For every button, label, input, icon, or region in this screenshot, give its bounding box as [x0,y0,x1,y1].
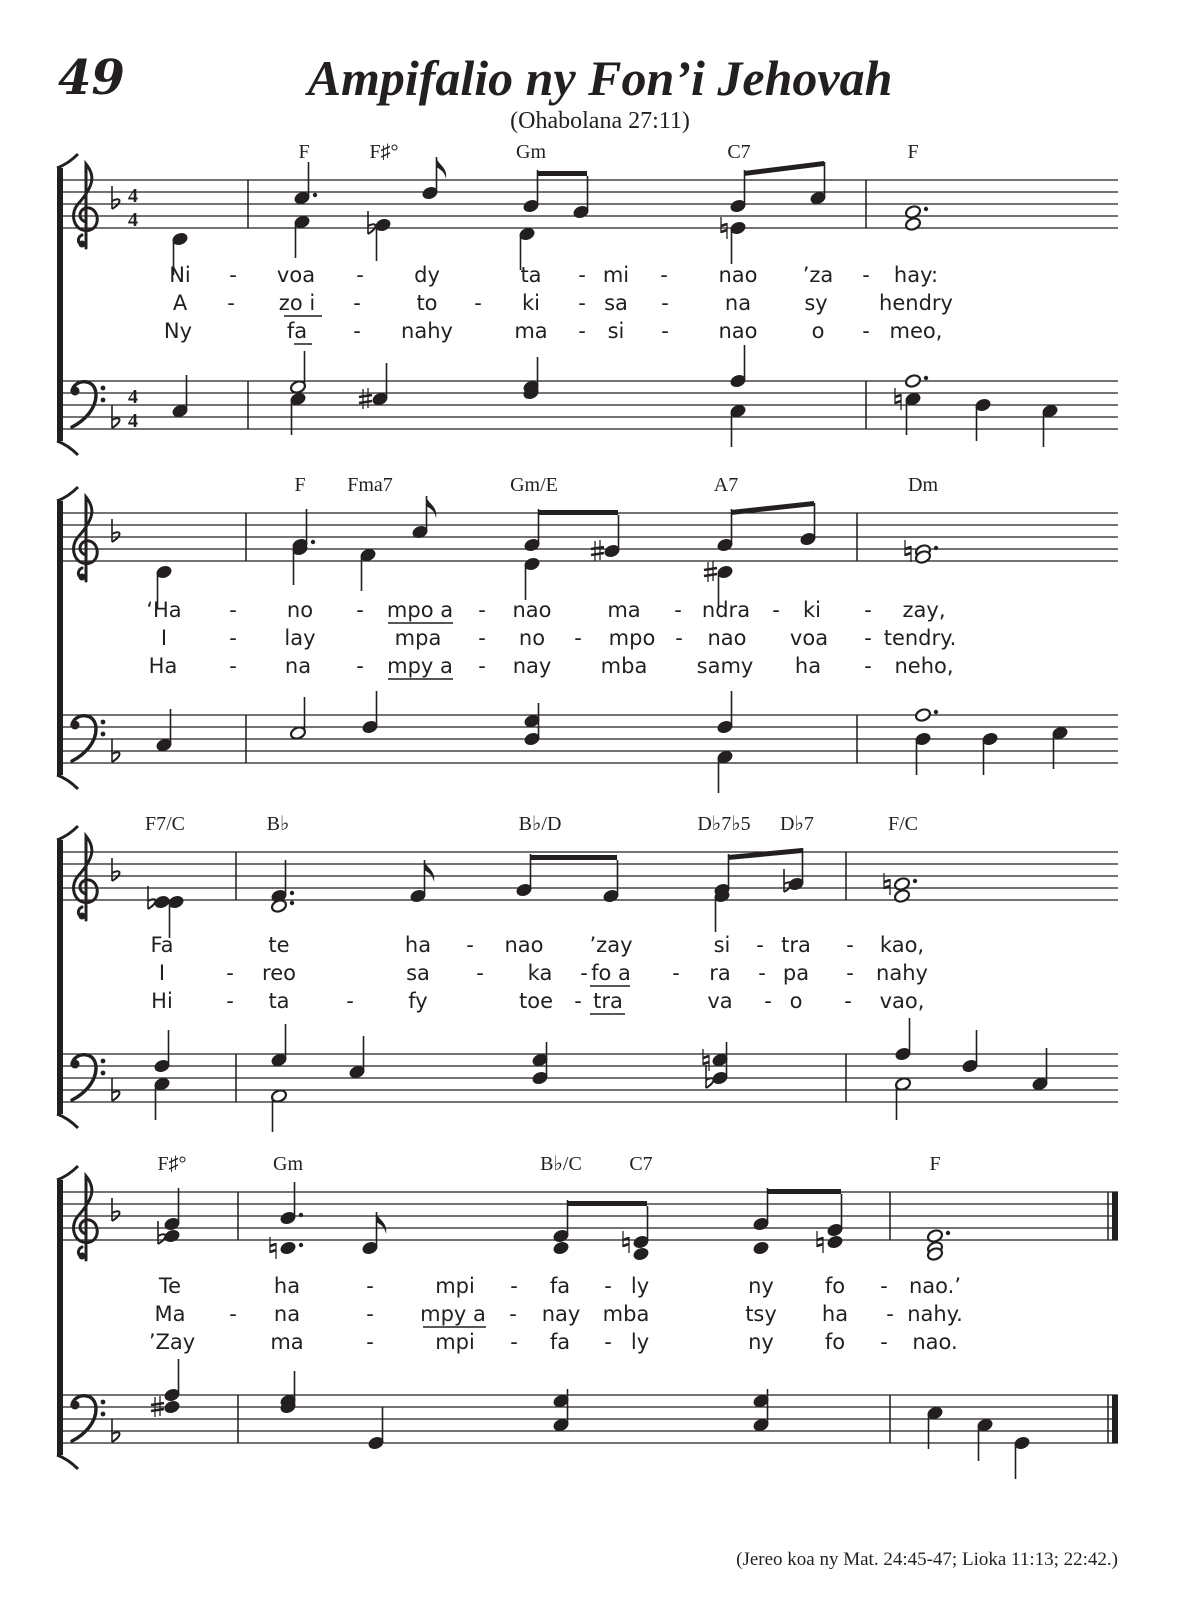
augmentation-dot [290,901,294,905]
lyric-syllable: nao [504,933,544,957]
note-head [981,731,998,775]
lyric-hyphen: - [862,263,870,287]
lyric-syllable: te [268,933,290,957]
lyric-hyphen: - [580,961,588,985]
lyric-syllable: mpo [608,626,656,650]
lyric-syllable: mpi [435,1274,475,1298]
lyric-hyphen: - [862,319,870,343]
lyric-hyphen: - [758,961,766,985]
lyric-syllable: fo [824,1274,846,1298]
lyric-syllable: tra [593,989,623,1013]
lyric-syllable: ha [273,1274,301,1298]
note-head [904,216,921,231]
note-head [552,1240,569,1255]
treble-staff [60,180,1118,228]
lyric-syllable: ha [821,1302,849,1326]
note-head [1013,1435,1030,1479]
chord-symbol: B♭/D [518,813,562,835]
lyric-syllable: hay: [893,263,939,287]
lyric-syllable: nay [512,654,552,678]
lyric-hyphen: - [366,1302,374,1326]
lyric-syllable: ma [514,319,548,343]
note-head [522,357,539,401]
lyric-hyphen: - [466,933,474,957]
lyric-syllable: ’zay [589,933,633,957]
sharp-sign-icon [704,561,717,582]
lyric-syllable: nay [541,1302,581,1326]
note-head [361,691,378,735]
chord-symbol: B♭ [266,813,290,835]
lyric-syllable: Ni [169,263,191,287]
lyric-syllable: dy [414,263,440,287]
lyric-syllable: ki [803,598,821,622]
key-flat-icon [112,519,120,542]
lyric-hyphen: - [674,598,682,622]
chord-symbol: Gm [273,1153,303,1175]
lyric-syllable: hendry [879,291,953,315]
note-head [809,162,826,206]
note-head [787,848,804,892]
lyric-syllable: ly [630,1274,650,1298]
lyric-syllable: ny [748,1330,774,1354]
lyric-syllable: I [160,626,168,650]
natural-sign-icon [817,1231,823,1253]
lyric-hyphen: - [478,598,486,622]
chord-symbol: A7 [713,474,739,496]
augmentation-dot [924,207,928,211]
lyric-syllable: lay [284,626,316,650]
lyric-hyphen: - [366,1330,374,1354]
lyric-syllable: pa [782,961,810,985]
lyric-syllable: Te [158,1274,182,1298]
note-head [359,547,376,591]
lyric-hyphen: - [574,989,582,1013]
bass-staff [60,715,1118,763]
chord-symbol: F7/C [144,813,186,835]
lyric-syllable: o [811,319,825,343]
lyric-syllable: na [284,654,312,678]
note-head [893,888,910,903]
lyric-syllable: Ha [148,654,178,678]
song-reference: (Ohabolana 27:11) [510,108,690,134]
augmentation-dot [924,376,928,380]
note-head [729,345,746,389]
note-head [926,1228,950,1243]
note-head [523,556,540,600]
lyric-hyphen: - [356,263,364,287]
lyric-syllable: na [724,291,752,315]
lyric-hyphen: - [864,598,872,622]
lyric-syllable: ka [527,961,553,985]
time-signature-top: 4 [128,386,138,408]
note-head [167,894,184,938]
chord-symbol: F/C [887,813,919,835]
note-head [752,1188,769,1232]
eighth-flag [424,860,434,882]
lyric-hyphen: - [578,263,586,287]
lyric-hyphen: - [510,1330,518,1354]
augmentation-dot [934,546,938,550]
lyric-hyphen: - [844,989,852,1013]
final-barline-thick [1112,1192,1118,1240]
lyric-hyphen: - [880,1274,888,1298]
time-signature-top: 4 [128,185,138,207]
note-head [961,1030,978,1074]
lyric-hyphen: - [226,961,234,985]
bass-staff [60,1054,1118,1102]
lyric-syllable: na [273,1302,301,1326]
natural-sign-icon [895,388,901,410]
note-head [716,691,733,735]
note-head [552,1200,569,1244]
note-head [632,1246,649,1261]
chord-symbol: Gm [516,141,546,163]
lyric-syllable: neho, [894,654,954,678]
lyric-syllable: ha [404,933,432,957]
lyric-hyphen: - [661,291,669,315]
key-flat-icon [112,858,120,881]
lyric-syllable: I [158,961,166,985]
lyric-syllable: ki [522,291,540,315]
lyric-hyphen: - [227,291,235,315]
note-head [293,214,310,258]
note-head [270,860,294,904]
lyric-syllable: samy [696,654,754,678]
lyric-syllable: kao, [879,933,925,957]
augmentation-dot [913,879,917,883]
lyric-syllable: si [607,319,625,343]
lyric-hyphen: - [229,1302,237,1326]
lyric-syllable: no [518,626,546,650]
note-head [163,1399,180,1414]
lyric-syllable: ta [520,263,542,287]
note-beam [744,161,824,176]
lyric-syllable: mpa [394,626,442,650]
lyric-hyphen: - [661,319,669,343]
note-head [974,397,991,441]
lyric-hyphen: - [756,933,764,957]
lyric-syllable: nao [718,319,758,343]
eighth-flag [376,1212,386,1234]
note-head [904,204,928,219]
lyric-syllable: ’za [802,263,834,287]
lyric-hyphen: - [660,263,668,287]
lyric-hyphen: - [864,654,872,678]
note-head [289,351,306,395]
chord-symbol: Gm/E [510,474,558,496]
lyric-syllable: ha [794,654,822,678]
treble-staff [60,1192,1118,1240]
note-beam [567,1201,647,1206]
lyric-hyphen: - [675,626,683,650]
lyric-syllable: voa [276,263,316,287]
lyric-syllable: fa [549,1274,571,1298]
lyric-syllable: nao. [912,1330,958,1354]
note-head [374,217,391,261]
note-head [348,1036,365,1080]
final-barline-thick [1112,1395,1118,1443]
lyric-hyphen: - [229,598,237,622]
note-head [163,1188,180,1232]
lyric-syllable: sa [406,961,430,985]
note-head [729,220,746,264]
augmentation-dot [313,193,317,197]
lyric-syllable: A [172,291,188,315]
note-head [976,1417,993,1461]
note-head [1041,403,1058,447]
lyric-syllable: no [286,598,314,622]
lyric-hyphen: - [764,989,772,1013]
note-head [729,403,746,447]
note-head [289,697,306,741]
lyric-syllable: va [707,989,733,1013]
lyric-syllable: ta [268,989,290,1013]
lyric-hyphen: - [478,654,486,678]
note-head [752,1240,769,1255]
lyric-syllable: voa [789,626,829,650]
treble-clef-icon [74,497,98,581]
lyric-syllable: tsy [745,1302,777,1326]
lyric-syllable: to [416,291,438,315]
lyric-hyphen: - [864,626,872,650]
note-head [894,1018,911,1062]
augmentation-dot [934,710,938,714]
note-head [602,860,619,904]
chord-symbol: F♯° [369,141,399,163]
note-head [826,1234,843,1249]
lyric-syllable: Fa [150,933,174,957]
lyric-syllable: mpi [435,1330,475,1354]
key-flat-icon [112,186,120,209]
eighth-flag [426,496,436,518]
natural-sign-icon [623,1231,629,1253]
footer-reference: (Jereo koa ny Mat. 24:45-47; Lioka 11:13; 22:42.) [736,1549,1118,1570]
flat-sign-icon [368,211,376,234]
lyric-hyphen: - [880,1330,888,1354]
lyric-hyphen: - [578,291,586,315]
note-head [371,363,388,407]
lyric-syllable: fa [549,1330,571,1354]
lyric-syllable: o [789,989,803,1013]
lyric-syllable: toe [518,989,554,1013]
lyric-hyphen: - [604,1274,612,1298]
lyric-syllable: zo i [278,291,316,315]
sharp-sign-icon [591,540,604,561]
augmentation-dot [290,891,294,895]
lyric-hyphen: - [226,989,234,1013]
chord-symbol: F [298,141,310,163]
note-head [153,1076,170,1120]
chord-symbol: F [294,474,306,496]
note-head [713,888,730,932]
lyric-syllable: vao, [879,989,925,1013]
chord-symbol: D♭7 [780,813,814,835]
lyric-syllable: mba [602,1302,650,1326]
lyric-hyphen: - [229,626,237,650]
note-head [572,176,589,220]
chord-symbol: B♭/C [540,1153,582,1175]
bass-staff [60,381,1118,429]
chord-symbol: Dm [908,474,938,496]
lyric-hyphen: - [604,1330,612,1354]
lyric-syllable: mpy a [387,654,453,678]
chord-symbol: F [907,141,919,163]
lyric-syllable: nao [707,626,747,650]
song-title: Ampifalio ny Fon’i Jehovah [307,50,893,106]
lyric-hyphen: - [574,626,582,650]
lyric-hyphen: - [510,1274,518,1298]
lyric-syllable: mi [602,263,630,287]
lyric-syllable: fy [408,989,428,1013]
lyric-syllable: ma [607,598,641,622]
treble-clef-icon [74,164,98,248]
lyric-hyphen: - [356,654,364,678]
lyric-hyphen: - [772,598,780,622]
lyric-hyphen: - [353,319,361,343]
lyric-syllable: nahy [401,319,453,343]
note-head [270,1088,287,1132]
lyric-syllable: mba [600,654,648,678]
song-number: 49 [58,50,125,106]
lyric-syllable: Ny [163,319,193,343]
lyric-syllable: tra [781,933,811,957]
natural-sign-icon [905,540,911,562]
augmentation-dot [299,1243,303,1247]
lyric-syllable: reo [262,961,296,985]
lyric-hyphen: - [846,961,854,985]
augmentation-dot [311,540,315,544]
lyric-hyphen: - [578,319,586,343]
sharp-sign-icon [359,388,372,409]
lyric-syllable: meo, [889,319,943,343]
lyric-syllable: si [713,933,731,957]
lyric-syllable: fo [824,1330,846,1354]
lyric-hyphen: - [229,263,237,287]
lyric-syllable: Hi [151,989,173,1013]
time-signature-bottom: 4 [128,410,138,432]
flat-sign-icon [706,1065,714,1088]
chord-symbol: D♭7♭5 [697,813,751,835]
eighth-flag [436,157,446,179]
lyric-syllable: ‘Ha [146,598,182,622]
lyric-syllable: sy [804,291,828,315]
lyric-syllable: sa [604,291,628,315]
lyric-syllable: ’Zay [148,1330,196,1354]
note-head [291,541,308,585]
lyric-syllable: mpo a [386,598,454,622]
lyric-syllable: ma [270,1330,304,1354]
lyric-syllable: ra [709,961,731,985]
lyric-hyphen: - [886,1302,894,1326]
note-head [893,876,917,891]
note-beam [728,848,802,860]
lyric-hyphen: - [356,598,364,622]
lyric-syllable: fo a [591,961,631,985]
note-head [279,1240,303,1255]
chord-symbol: F [929,1153,941,1175]
lyric-hyphen: - [353,291,361,315]
augmentation-dot [299,1213,303,1217]
lyric-syllable: nao [718,263,758,287]
lyric-hyphen: - [229,654,237,678]
lyric-hyphen: - [509,1302,517,1326]
lyric-syllable: fa [286,319,308,343]
note-beam [537,171,587,176]
note-head [523,509,540,553]
lyric-syllable: ndra [701,598,751,622]
augmentation-dot [946,1231,950,1235]
note-head [716,509,733,553]
lyric-hyphen: - [474,291,482,315]
note-beam [530,855,617,860]
note-head [894,1076,911,1120]
note-head [914,731,931,775]
treble-clef-icon [74,836,98,920]
chord-symbol: Fma7 [347,474,393,496]
bass-staff [60,1395,1118,1443]
key-flat-icon [112,1198,120,1221]
lyric-syllable: zay, [902,598,946,622]
note-head [716,749,733,793]
lyric-syllable: ny [748,1274,774,1298]
note-head [293,162,317,206]
treble-clef-icon [74,1176,98,1260]
lyric-syllable: Ma [154,1302,186,1326]
note-head [367,1407,384,1451]
note-head [163,1359,180,1403]
lyric-syllable: nahy. [907,1302,963,1326]
note-head [279,1371,296,1415]
note-beam [538,510,618,515]
lyric-syllable: ly [630,1330,650,1354]
lyric-syllable: tendry. [883,626,957,650]
chord-symbol: C7 [727,141,751,163]
lyric-syllable: nao.’ [908,1274,962,1298]
chord-symbol: C7 [629,1153,653,1175]
lyric-hyphen: - [478,626,486,650]
flat-sign-icon [148,886,156,909]
treble-staff [60,513,1118,561]
time-signature-bottom: 4 [128,209,138,231]
lyric-syllable: nao [512,598,552,622]
note-beam [767,1189,841,1194]
note-head [153,1030,170,1074]
lyric-hyphen: - [672,961,680,985]
lyric-hyphen: - [476,961,484,985]
note-head [270,1024,287,1068]
lyric-syllable: mpy a [420,1302,486,1326]
lyric-hyphen: - [846,933,854,957]
lyric-hyphen: - [366,1274,374,1298]
lyric-syllable: nahy [876,961,928,985]
chord-symbol: F♯° [157,1153,187,1175]
lyric-hyphen: - [346,989,354,1013]
